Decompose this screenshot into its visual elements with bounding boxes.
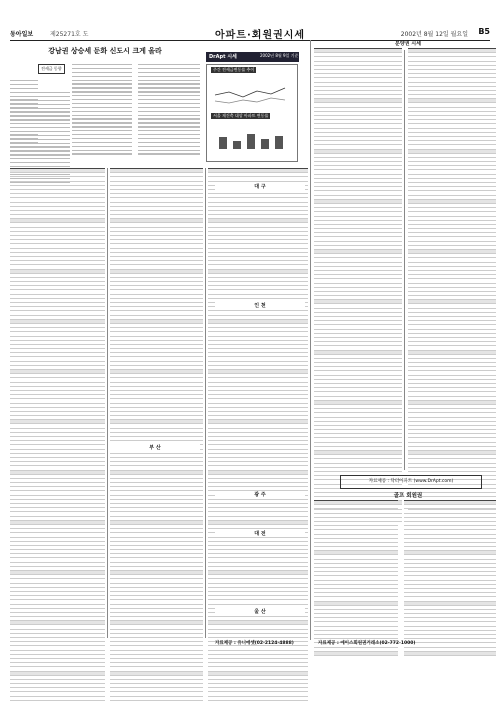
text-line	[10, 88, 38, 89]
text-line	[72, 87, 132, 88]
presale-table	[408, 48, 496, 469]
text-line	[138, 87, 200, 88]
chart-panel	[206, 64, 298, 162]
price-table	[110, 168, 203, 639]
text-line	[138, 115, 200, 116]
text-line	[138, 153, 200, 154]
text-line	[138, 64, 200, 65]
text-line	[138, 76, 200, 77]
text-line	[72, 103, 132, 104]
text-line	[72, 138, 132, 139]
golf-title: 골프 회원권	[393, 493, 423, 499]
text-line	[138, 99, 200, 100]
source-credit: 자료제공 : 에이스회원권거래소(02-772-1000)	[318, 641, 416, 646]
text-line	[72, 111, 132, 112]
price-table	[208, 168, 308, 639]
text-line	[138, 122, 200, 123]
text-line	[72, 146, 132, 147]
text-line	[72, 130, 132, 131]
text-line	[138, 68, 200, 69]
text-line	[10, 135, 70, 136]
text-line	[138, 126, 200, 127]
table-row	[314, 652, 398, 656]
text-line	[10, 158, 70, 159]
text-line	[138, 83, 200, 84]
section-title: 아파트·회원권시세	[215, 30, 306, 41]
text-line	[138, 80, 200, 81]
article-byline: 전세금 동향	[38, 64, 65, 74]
page-header	[10, 26, 490, 41]
text-line	[10, 84, 38, 85]
text-line	[10, 162, 70, 163]
text-line	[10, 131, 70, 132]
chart-date: 2002년 8월 9일 기준	[260, 53, 299, 58]
column-rule	[310, 40, 311, 640]
region-header: 대 전	[215, 530, 305, 537]
table-row	[110, 697, 203, 701]
text-line	[10, 96, 70, 97]
brand-name: DrApt 시세	[209, 54, 237, 60]
text-line	[72, 142, 132, 143]
text-line	[72, 80, 132, 81]
chart-title: 서울 재건축 대상 아파트 변동률	[213, 113, 269, 118]
text-line	[10, 119, 70, 120]
table-row	[208, 697, 308, 701]
page-number: B5	[478, 27, 490, 36]
text-line	[10, 92, 70, 93]
text-line	[72, 68, 132, 69]
source-credit: 자료제공 : 유니에셋(02-2124-4888)	[215, 641, 294, 646]
text-line	[72, 91, 132, 92]
text-line	[72, 99, 132, 100]
text-line	[10, 127, 70, 128]
text-line	[10, 150, 70, 151]
price-table	[10, 168, 105, 639]
text-line	[10, 139, 70, 140]
text-line	[72, 95, 132, 96]
issue-date: 2002년 8월 12일 월요일	[400, 31, 468, 38]
text-line	[10, 104, 70, 105]
article-column	[72, 64, 132, 157]
presale-title: 분양권 시세	[395, 41, 421, 47]
text-line	[72, 118, 132, 119]
source-box: 자료제공 : 닥터아파트 (www.DrApt.com)	[340, 475, 482, 489]
text-line	[138, 146, 200, 147]
text-line	[138, 118, 200, 119]
text-line	[138, 103, 200, 104]
text-line	[10, 154, 70, 155]
column-rule	[404, 50, 405, 470]
issue-number: 제25271호 도	[50, 31, 89, 38]
text-line	[138, 142, 200, 143]
text-line	[138, 95, 200, 96]
text-line	[10, 100, 70, 101]
region-header: 울 산	[215, 608, 305, 615]
golf-table	[314, 500, 398, 639]
text-line	[138, 138, 200, 139]
golf-table	[404, 500, 496, 639]
text-line	[10, 115, 70, 116]
column-rule	[205, 168, 206, 638]
text-line	[72, 115, 132, 116]
text-line	[72, 83, 132, 84]
text-line	[138, 150, 200, 151]
column-rule	[107, 168, 108, 638]
text-line	[72, 72, 132, 73]
text-line	[138, 111, 200, 112]
newspaper-name: 동아일보	[10, 31, 34, 38]
region-header: 부 산	[110, 444, 200, 451]
text-line	[138, 72, 200, 73]
table-row	[404, 652, 496, 656]
text-line	[72, 153, 132, 154]
text-line	[10, 123, 70, 124]
article-column	[138, 64, 200, 157]
region-header: 대 구	[215, 183, 305, 190]
text-line	[138, 107, 200, 108]
text-line	[72, 76, 132, 77]
presale-table	[314, 48, 402, 469]
text-line	[72, 126, 132, 127]
table-row	[10, 697, 105, 701]
text-line	[138, 91, 200, 92]
text-line	[72, 150, 132, 151]
region-header: 광 주	[215, 491, 305, 498]
text-line	[72, 122, 132, 123]
text-line	[72, 64, 132, 65]
region-header: 인 천	[215, 302, 305, 309]
text-line	[10, 108, 70, 109]
text-line	[138, 130, 200, 131]
article-headline: 강남권 상승세 둔화 신도시 크게 올라	[48, 46, 162, 55]
chart-title: 주간 전세금변동률 추이	[213, 67, 255, 72]
text-line	[138, 134, 200, 135]
text-line	[10, 143, 70, 144]
text-line	[10, 146, 70, 147]
text-line	[10, 111, 70, 112]
text-line	[10, 80, 38, 81]
text-line	[72, 107, 132, 108]
text-line	[72, 134, 132, 135]
